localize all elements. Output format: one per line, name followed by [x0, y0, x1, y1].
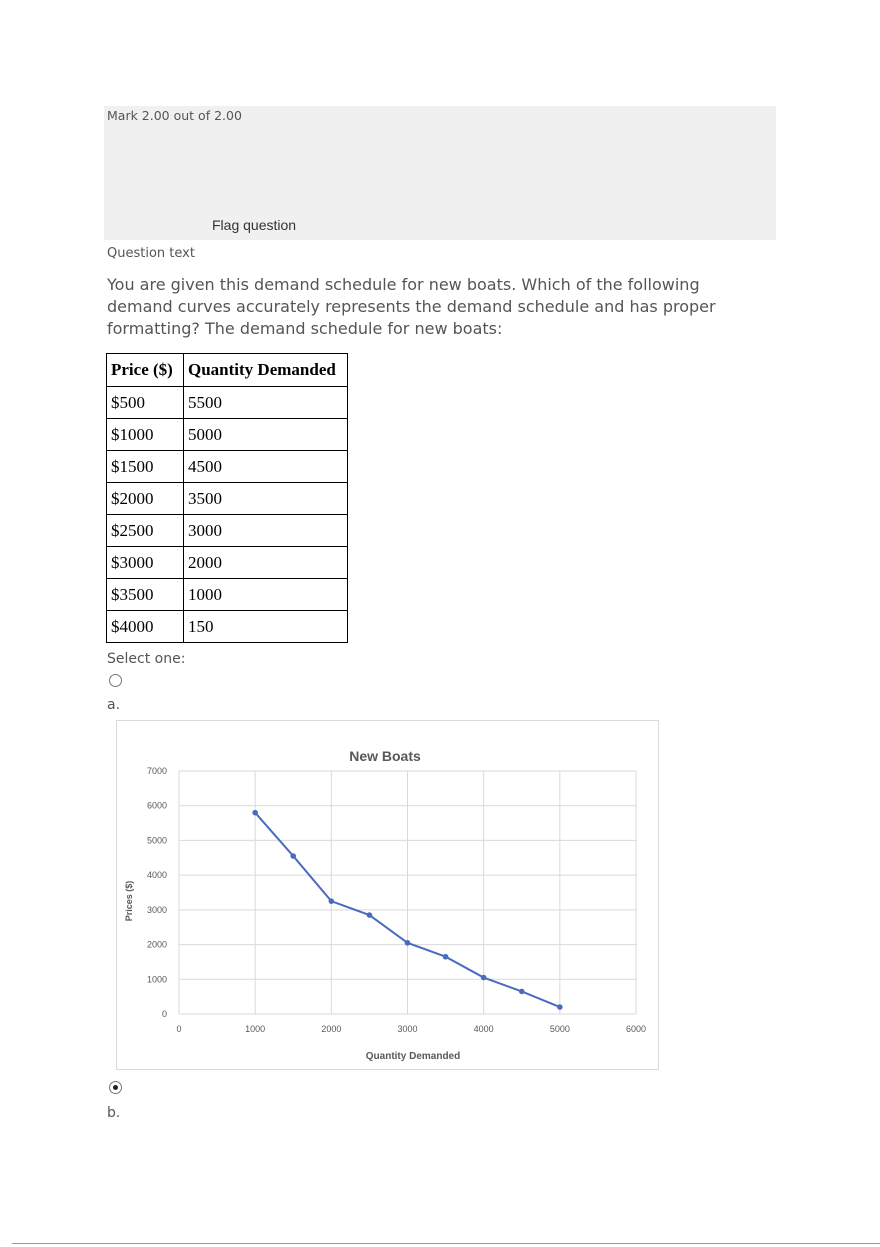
x-tick-label: 0 — [176, 1024, 182, 1034]
x-tick-label: 1000 — [245, 1024, 266, 1034]
price-cell: $1500 — [107, 451, 184, 483]
demand-curve-chart — [117, 721, 658, 1069]
quantity-header: Quantity Demanded — [184, 354, 348, 387]
table-row — [107, 387, 348, 419]
table-row — [107, 611, 348, 643]
price-cell: $1000 — [107, 419, 184, 451]
y-tick-label: 2000 — [146, 939, 167, 950]
option-a-radio[interactable] — [109, 674, 122, 687]
x-tick-label: 6000 — [625, 1024, 647, 1034]
price-cell: $3000 — [107, 547, 184, 579]
flag-question-link[interactable]: Flag question — [212, 217, 297, 233]
y-tick-label: 1000 — [146, 974, 167, 985]
quantity-cell: 150 — [184, 611, 348, 643]
y-tick-label: 5000 — [146, 835, 167, 846]
price-header: Price ($) — [107, 354, 184, 387]
y-tick-label: 3000 — [146, 904, 167, 915]
quantity-cell: 5000 — [184, 419, 348, 451]
table-row — [107, 515, 348, 547]
quantity-cell: 3000 — [184, 515, 348, 547]
demand-schedule-table — [106, 353, 348, 643]
table-row — [107, 419, 348, 451]
select-one-label: Select one: — [107, 651, 186, 667]
data-point — [519, 989, 525, 995]
y-axis-label: Prices ($) — [124, 880, 134, 922]
data-point — [252, 810, 258, 816]
price-cell: $4000 — [107, 611, 184, 643]
quantity-cell: 5500 — [184, 387, 348, 419]
price-cell: $2000 — [107, 483, 184, 515]
price-cell: $3500 — [107, 579, 184, 611]
mark-text: Mark 2.00 out of 2.00 — [107, 108, 242, 123]
option-a-label[interactable]: a. — [107, 697, 121, 713]
option-b-label[interactable]: b. — [107, 1105, 121, 1121]
page-divider — [12, 1243, 880, 1244]
chart-title: New Boats — [349, 748, 421, 764]
x-tick-label: 3000 — [397, 1024, 418, 1034]
price-cell: $2500 — [107, 515, 184, 547]
data-point — [557, 1004, 563, 1010]
x-axis-label: Quantity Demanded — [365, 1051, 461, 1062]
question-info-box — [104, 106, 776, 240]
table-row — [107, 579, 348, 611]
data-point — [443, 954, 449, 960]
quantity-cell: 2000 — [184, 547, 348, 579]
price-cell: $500 — [107, 387, 184, 419]
data-point — [290, 853, 296, 859]
option-b-radio[interactable] — [109, 1081, 122, 1094]
data-point — [481, 975, 487, 981]
chart-grid — [179, 771, 636, 1014]
x-tick-label: 5000 — [549, 1024, 570, 1034]
table-header-row — [107, 354, 348, 387]
quantity-cell: 4500 — [184, 451, 348, 483]
data-point — [367, 912, 373, 918]
data-point — [405, 940, 411, 946]
quantity-cell: 3500 — [184, 483, 348, 515]
question-prompt: You are given this demand schedule for new boats. Which of the following demand curves accurately represents the demand schedule and has proper formatting? The demand schedule for new boats: — [107, 275, 716, 338]
y-tick-label: 7000 — [146, 766, 167, 776]
question-text-label: Question text — [107, 246, 195, 261]
y-tick-label: 6000 — [146, 800, 167, 811]
table-row — [107, 451, 348, 483]
y-tick-label: 0 — [161, 1009, 167, 1019]
y-tick-label: 4000 — [146, 870, 167, 881]
x-tick-label: 4000 — [473, 1024, 494, 1034]
table-row — [107, 483, 348, 515]
data-point — [329, 898, 335, 904]
option-a-chart — [116, 720, 659, 1070]
x-tick-label: 2000 — [321, 1024, 342, 1034]
quantity-cell: 1000 — [184, 579, 348, 611]
selected-dot-icon — [113, 1085, 118, 1090]
table-row — [107, 547, 348, 579]
